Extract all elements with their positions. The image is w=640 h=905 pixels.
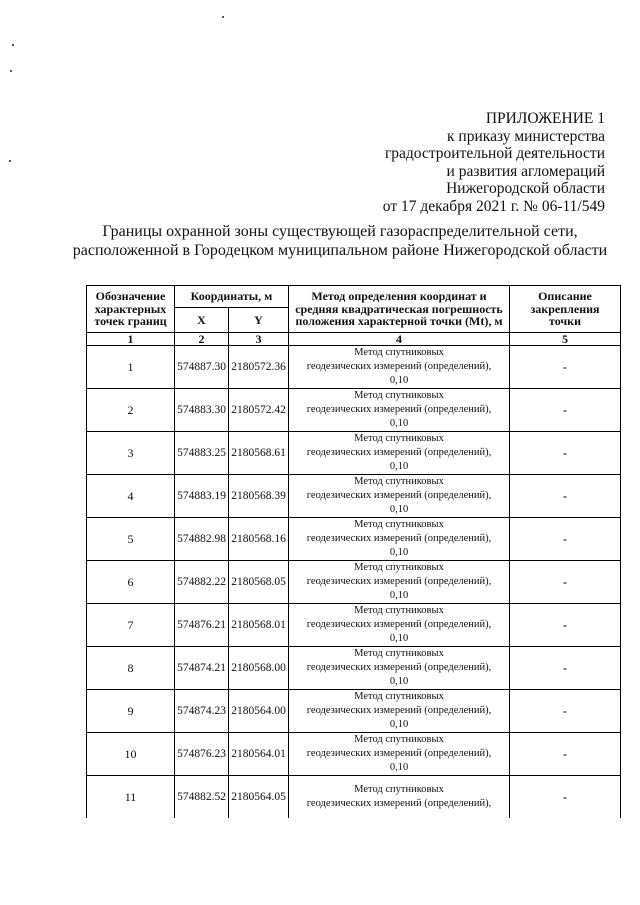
coordinates-table <box>86 285 621 818</box>
method-line: геодезических измерений (определений), <box>306 404 492 415</box>
point-number: 7 <box>87 604 175 647</box>
table-row <box>87 518 621 561</box>
description-cell: - <box>510 518 621 561</box>
header-line: точек границ <box>94 314 167 329</box>
coordinate-x: 574883.30 <box>175 389 229 432</box>
coordinate-y: 2180564.00 <box>229 690 289 733</box>
description-cell: - <box>510 690 621 733</box>
method-cell <box>289 346 510 389</box>
coordinate-y: 2180568.00 <box>229 647 289 690</box>
point-number: 9 <box>87 690 175 733</box>
header-line: положения характерной точки (Mt), м <box>295 314 503 329</box>
description-cell: - <box>510 475 621 518</box>
point-number: 1 <box>87 346 175 389</box>
description-cell: - <box>510 733 621 776</box>
column-number: 5 <box>510 333 621 346</box>
coordinate-x: 574874.23 <box>175 690 229 733</box>
method-line: геодезических измерений (определений), <box>306 361 492 372</box>
coordinate-x: 574887.30 <box>175 346 229 389</box>
table-row <box>87 690 621 733</box>
method-line: геодезических измерений (определений), <box>306 748 492 759</box>
column-number: 2 <box>175 333 229 346</box>
method-cell <box>289 690 510 733</box>
header-line: Обозначение <box>95 289 166 304</box>
table-row <box>87 604 621 647</box>
method-line: Метод спутниковых <box>354 519 444 530</box>
method-line: геодезических измерений (определений), <box>306 533 492 544</box>
header-coordinates: Координаты, м <box>175 286 289 308</box>
method-line: геодезических измерений (определений), <box>306 662 492 673</box>
method-line: 0,10 <box>389 504 409 515</box>
method-line: Метод спутниковых <box>354 734 444 745</box>
header-line: закрепления <box>530 301 600 316</box>
method-line: Метод спутниковых <box>354 390 444 401</box>
method-line: Метод спутниковых <box>354 476 444 487</box>
point-number: 3 <box>87 432 175 475</box>
coordinate-x: 574882.52 <box>175 776 229 819</box>
method-cell <box>289 604 510 647</box>
coordinate-x: 574876.21 <box>175 604 229 647</box>
table-row <box>87 561 621 604</box>
method-line: Метод спутниковых <box>354 691 444 702</box>
header-line: средняя квадратическая погрешность <box>295 301 503 316</box>
point-number: 11 <box>87 776 175 819</box>
title-line: расположенной в Городецком муниципальном районе Нижегородской области <box>72 242 608 259</box>
method-line: 0,10 <box>389 719 409 730</box>
table-row <box>87 647 621 690</box>
method-line: 0,10 <box>389 590 409 601</box>
coordinate-x: 574882.98 <box>175 518 229 561</box>
description-cell: - <box>510 346 621 389</box>
method-line: 0,10 <box>389 375 409 386</box>
coordinate-y: 2180572.36 <box>229 346 289 389</box>
header-line: точки <box>548 314 582 329</box>
coordinate-y: 2180568.01 <box>229 604 289 647</box>
description-cell: - <box>510 389 621 432</box>
header-method <box>289 286 510 333</box>
table-row <box>87 733 621 776</box>
method-cell <box>289 647 510 690</box>
description-cell: - <box>510 604 621 647</box>
method-line: Метод спутниковых <box>354 784 444 795</box>
appendix-line: от 17 декабря 2021 г. № 06-11/549 <box>382 197 605 215</box>
table-row <box>87 776 621 819</box>
coordinate-y: 2180568.05 <box>229 561 289 604</box>
coordinate-y: 2180564.01 <box>229 733 289 776</box>
method-line: Метод спутниковых <box>354 347 444 358</box>
method-cell <box>289 518 510 561</box>
point-number: 10 <box>87 733 175 776</box>
method-line: Метод спутниковых <box>354 648 444 659</box>
method-line: 0,10 <box>389 762 409 773</box>
appendix-line: ПРИЛОЖЕНИЕ 1 <box>485 110 605 127</box>
coordinate-x: 574876.23 <box>175 733 229 776</box>
method-cell <box>289 389 510 432</box>
method-cell <box>289 733 510 776</box>
method-line: геодезических измерений (определений), <box>306 447 492 458</box>
appendix-line: Нижегородской области <box>446 180 605 197</box>
title-line: Границы охранной зоны существующей газораспределительной сети, <box>102 223 578 240</box>
coordinate-x: 574882.22 <box>175 561 229 604</box>
method-line: 0,10 <box>389 418 409 429</box>
method-line: геодезических измерений (определений), <box>306 490 492 501</box>
method-line: Метод спутниковых <box>354 433 444 444</box>
column-number: 4 <box>289 333 510 346</box>
method-cell <box>289 561 510 604</box>
coordinate-y: 2180572.42 <box>229 389 289 432</box>
table-row <box>87 346 621 389</box>
appendix-line: к приказу министерства <box>447 127 605 145</box>
method-line: геодезических измерений (определений), <box>306 619 492 630</box>
header-y: Y <box>229 308 289 333</box>
method-line: геодезических измерений (определений), <box>306 705 492 716</box>
method-line: геодезических измерений (определений), <box>306 798 492 809</box>
header-line: характерных <box>94 301 167 316</box>
description-cell: - <box>510 647 621 690</box>
point-number: 6 <box>87 561 175 604</box>
method-cell <box>289 475 510 518</box>
coordinate-x: 574883.19 <box>175 475 229 518</box>
point-number: 2 <box>87 389 175 432</box>
appendix-line: градостроительной деятельности <box>384 145 605 162</box>
coordinate-x: 574883.25 <box>175 432 229 475</box>
method-line: геодезических измерений (определений), <box>306 576 492 587</box>
header-line: Метод определения координат и <box>311 289 487 304</box>
description-cell: - <box>510 432 621 475</box>
header-description <box>510 286 621 333</box>
method-line: Метод спутниковых <box>354 562 444 573</box>
description-cell: - <box>510 561 621 604</box>
description-cell: - <box>510 776 621 819</box>
appendix-line: и развития агломераций <box>446 162 605 180</box>
table-row <box>87 475 621 518</box>
point-number: 5 <box>87 518 175 561</box>
table-row <box>87 389 621 432</box>
column-number: 1 <box>87 333 175 346</box>
method-line: 0,10 <box>389 461 409 472</box>
method-cell <box>289 432 510 475</box>
coordinate-y: 2180568.16 <box>229 518 289 561</box>
method-cell <box>289 776 510 819</box>
column-number: 3 <box>229 333 289 346</box>
header-line: Описание <box>538 289 592 304</box>
coordinate-y: 2180568.61 <box>229 432 289 475</box>
method-line: 0,10 <box>389 633 409 644</box>
table-row <box>87 432 621 475</box>
method-line: Метод спутниковых <box>354 605 444 616</box>
point-number: 8 <box>87 647 175 690</box>
coordinate-x: 574874.21 <box>175 647 229 690</box>
coordinate-y: 2180564.05 <box>229 776 289 819</box>
method-line: 0,10 <box>389 547 409 558</box>
point-number: 4 <box>87 475 175 518</box>
coordinate-y: 2180568.39 <box>229 475 289 518</box>
header-x: X <box>175 308 229 333</box>
header-point <box>87 286 175 333</box>
method-line: 0,10 <box>389 676 409 687</box>
